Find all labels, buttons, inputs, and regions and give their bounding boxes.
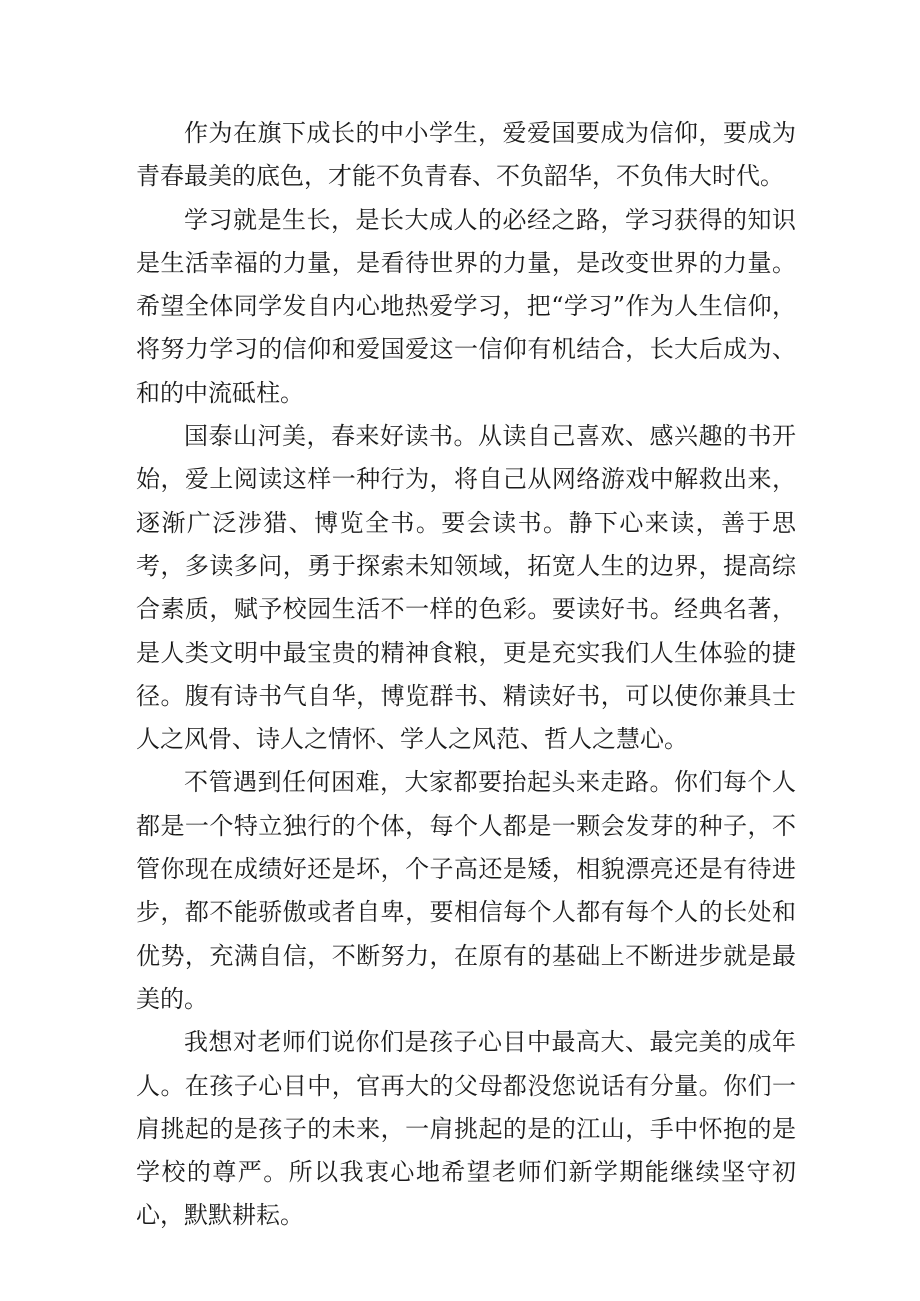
paragraph-2: 学习就是生长，是长大成人的必经之路，学习获得的知识是生活幸福的力量，是看待世界的力量，是改变世界的力量。希望全体同学发自内心地热爱学习，把“学习”作为人生信仰，将努力学习的信仰和爱国爱这一信仰有机结合，长大后成为、和的中流砥柱。 xyxy=(136,205,796,407)
paragraph-1: 作为在旗下成长的中小学生，爱爱国要成为信仰，要成为青春最美的底色，才能不负青春、不负韶华，不负伟大时代。 xyxy=(136,119,796,191)
paragraph-4: 不管遇到任何困难，大家都要抬起头来走路。你们每个人都是一个特立独行的个体，每个人都是一颗会发芽的种子，不管你现在成绩好还是坏，个子高还是矮，相貌漂亮还是有待进步，都不能骄傲或者自卑，要相信每个人都有每个人的长处和优势，充满自信，不断努力，在原有的基础上不断进步就是最美的。 xyxy=(136,768,796,1013)
paragraph-5: 我想对老师们说你们是孩子心目中最高大、最完美的成年人。在孩子心目中，官再大的父母都没您说话有分量。你们一肩挑起的是孩子的未来，一肩挑起的是的江山，手中怀抱的是学校的尊严。所以我衷心地希望老师们新学期能继续坚守初心，默默耕耘。 xyxy=(136,1028,796,1230)
paragraph-3: 国泰山河美，春来好读书。从读自己喜欢、感兴趣的书开始，爱上阅读这样一种行为，将自己从网络游戏中解救出来，逐渐广泛涉猎、博览全书。要会读书。静下心来读，善于思考，多读多问，勇于探索未知领域，拓宽人生的边界，提高综合素质，赋予校园生活不一样的色彩。要读好书。经典名著，是人类文明中最宝贵的精神食粮，更是充实我们人生体验的捷径。腹有诗书气自华，博览群书、精读好书，可以使你兼具士人之风骨、诗人之情怀、学人之风范、哲人之慧心。 xyxy=(136,422,796,754)
document-body xyxy=(136,112,796,1238)
